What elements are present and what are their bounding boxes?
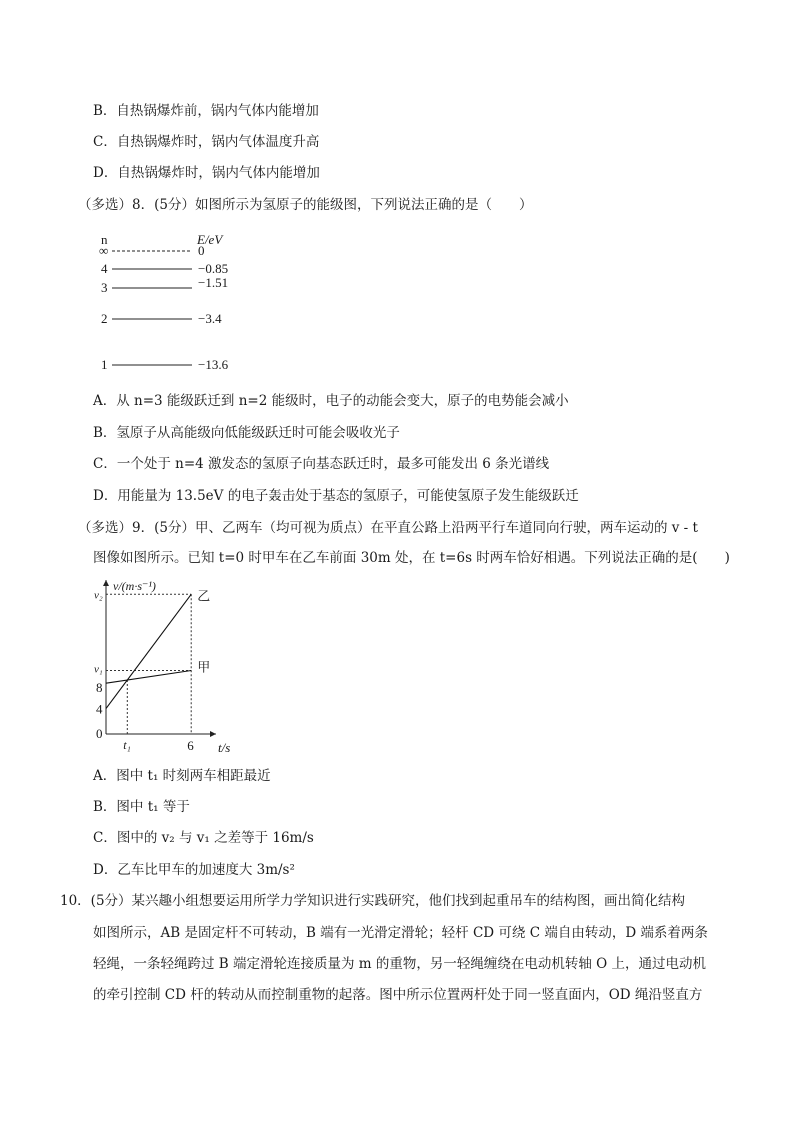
level-n-4: 4 <box>101 261 108 276</box>
tick-label-8: 8 <box>96 680 103 696</box>
q10-line1: 10．(5分）某兴趣小组想要运用所学力学知识进行实践研究，他们找到起重吊车的结构图，画出简化结构 <box>60 893 686 909</box>
q8-stem: （多选）8．(5分）如图所示为氢原子的能级图，下列说法正确的是（ ） <box>78 197 533 213</box>
y-axis-label: v/(m·s⁻¹) <box>113 579 156 593</box>
level-energy-2: −3.4 <box>198 311 222 326</box>
level-energy-3: −1.51 <box>198 275 229 290</box>
level-n-1: 1 <box>101 357 108 372</box>
tick-label-4: 4 <box>96 701 103 717</box>
q9-option-b: B．图中 t₁ 等于 <box>93 799 190 815</box>
tick-label-0: 0 <box>96 726 103 741</box>
q9-option-d: D．乙车比甲车的加速度大 3m/s² <box>93 862 295 878</box>
level-energy-4: −0.85 <box>198 261 229 276</box>
tick-label-v1: v₁ <box>94 663 103 676</box>
q9-stem-line2: 图像如图所示。已知 t=0 时甲车在乙车前面 30m 处，在 t=6s 时两车恰好相遇。下列说法正确的是( ) <box>93 550 730 566</box>
vt-graph <box>88 574 258 759</box>
q9-option-c: C．图中的 v₂ 与 v₁ 之差等于 16m/s <box>93 830 314 846</box>
n-axis-label: n <box>101 232 108 247</box>
q8-option-a: A．从 n=3 能级跃迁到 n=2 能级时，电子的动能会变大，原子的电势能会减小 <box>93 393 569 409</box>
q8-option-c: C．一个处于 n=4 激发态的氢原子向基态跃迁时，最多可能发出 6 条光谱线 <box>93 456 550 472</box>
series-label-jia: 甲 <box>197 659 211 675</box>
tick-label-6: 6 <box>187 738 194 753</box>
q10-line4: 的牵引控制 CD 杆的转动从而控制重物的起落。图中所示位置两杆处于同一竖直面内，OD 绳沿竖直方 <box>93 987 703 1003</box>
energy-axis-label: E/eV <box>197 232 223 247</box>
energy-level-diagram <box>95 226 255 376</box>
level-energy-inf: 0 <box>198 243 205 258</box>
q8-option-d: D．用能量为 13.5eV 的电子轰击处于基态的氢原子，可能使氢原子发生能级跃迁 <box>93 488 579 504</box>
level-n-3: 3 <box>101 280 108 295</box>
level-energy-1: −13.6 <box>198 357 229 372</box>
q10-line3: 轻绳，一条轻绳跨过 B 端定滑轮连接质量为 m 的重物，另一轻绳缠绕在电动机转轴 O 上，通过电动机 <box>93 956 707 972</box>
series-line-yi <box>106 594 191 708</box>
level-n-inf: ∞ <box>99 243 109 258</box>
q7-option-c: C．自热锅爆炸时，锅内气体温度升高 <box>93 134 320 150</box>
tick-label-v2: v₂ <box>94 589 103 602</box>
tick-label-t1: t₁ <box>123 738 131 752</box>
q7-option-b: B．自热锅爆炸前，锅内气体内能增加 <box>93 103 319 119</box>
x-axis-label: t/s <box>218 740 231 755</box>
q9-option-a: A．图中 t₁ 时刻两车相距最近 <box>93 768 271 784</box>
q7-option-d: D．自热锅爆炸时，锅内气体内能增加 <box>93 165 320 181</box>
series-line-jia <box>106 671 191 684</box>
q10-line2: 如图所示，AB 是固定杆不可转动，B 端有一光滑定滑轮；轻杆 CD 可绕 C 端自由转动，D 端系着两条 <box>93 925 708 941</box>
q9-stem-line1: （多选）9．(5分）甲、乙两车（均可视为质点）在平直公路上沿两平行车道同向行驶，两车运动的 v - t <box>78 520 698 536</box>
level-n-2: 2 <box>101 311 108 326</box>
q8-option-b: B．氢原子从高能级向低能级跃迁时可能会吸收光子 <box>93 425 400 441</box>
series-label-yi: 乙 <box>197 588 211 604</box>
